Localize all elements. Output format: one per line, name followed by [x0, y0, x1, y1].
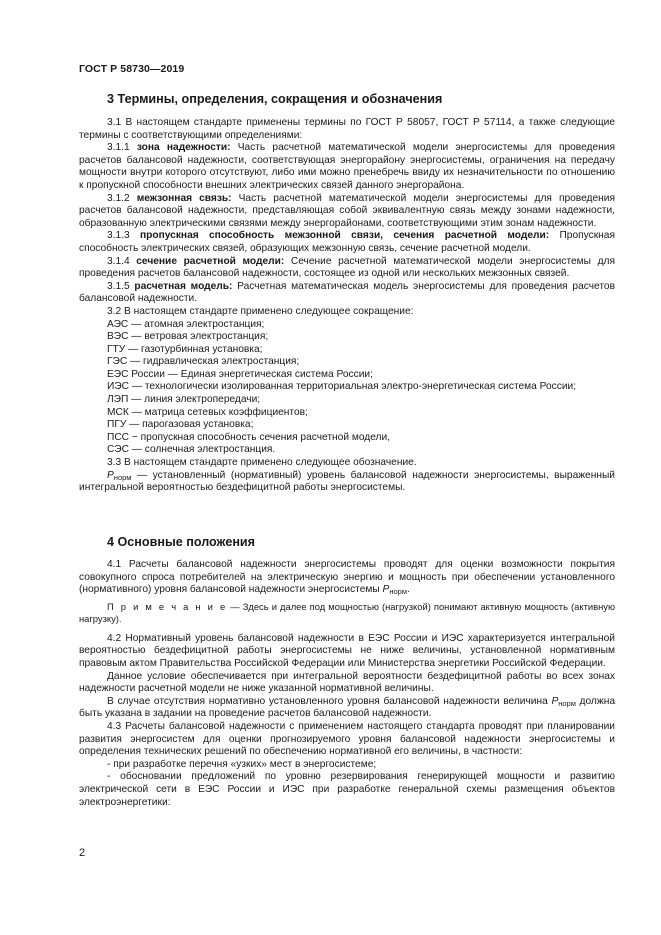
abbreviation-item: ПГУ — парогазовая установка; [107, 419, 254, 431]
term-3-1-5: 3.1.5 расчетная модель: Расчетная математическая модель энергосистемы для проведения расчетов балансовой надежности. [79, 280, 615, 305]
abbreviation-item: ЕЭС России — Единая энергетическая система России; [107, 368, 373, 380]
paragraph-4-2-condition: Данное условие обеспечивается при интегральной вероятности бездефицитной работы во всех зонах надежности расчетной модели не ниже указанной нормативной величины. [79, 670, 615, 695]
document-header: ГОСТ Р 58730—2019 [79, 63, 185, 75]
paragraph-3-2: 3.2 В настоящем стандарте применено следующее сокращение: [107, 305, 414, 317]
symbol-p: P [382, 584, 390, 596]
term-3-1-1: 3.1.1 зона надежности: Часть расчетной математической модели энергосистемы для проведения расчетов балансовой надежности, соответствующая энергорайону энергосистемы, ограничения на передачу мощности внутри которого отсутствуют, либо ими можно пренебречь ввиду их незначительности по отношению к пропускной способности внешних электрических связей данного энергорайона. [79, 142, 615, 191]
term-3-1-2: 3.1.2 межзонная связь: Часть расчетной математической модели энергосистемы для проведения расчетов балансовой надежности, представляющая собой эквивалентную связь между зонами надежности, образованную электрическими связями между энергорайонами, соответствующими этим зонам надежности. [79, 192, 615, 229]
abbreviation-item: ГЭС — гидравлическая электростанция; [107, 356, 300, 368]
page-number: 2 [79, 847, 86, 859]
symbol-p: P [107, 469, 114, 481]
paragraph-4-2-absence: В случае отсутствия нормативно установленного уровня балансовой надежности величина $P_{норм}$ должна быть указана в задании на проведение расчетов балансовой надежности. [79, 695, 615, 720]
section-4-title: 4 Основные положения [107, 535, 256, 549]
section-3-title: 3 Термины, определения, сокращения и обозначения [107, 92, 443, 106]
term-name: пропускная способность межзонной связи, сечения расчетной модели: [139, 230, 550, 242]
paragraph-3-1: 3.1 В настоящем стандарте применены термины по ГОСТ Р 58057, ГОСТ Р 57114, а также следующие термины с соответствующими определениями: [79, 117, 615, 141]
note: П р и м е ч а н и е — Здесь и далее под мощностью (нагрузкой) понимают активную мощность (активную нагрузку). [79, 600, 615, 624]
section-4-body [79, 559, 615, 809]
paragraph-4-3: 4.3 Расчеты балансовой надежности с применением настоящего стандарта проводят при планировании развития энергосистем для оценки прогнозируемого уровня балансовой надежности энергосистемы и определения технических решений по обеспечению нормативной его величины, в частности: [79, 720, 615, 758]
abbreviation-item: ИЭС — технологически изолированная территориальная электро-энергетическая система России; [107, 381, 577, 393]
list-item: - обосновании предложений по уровню резервирования генерирующей мощности и развитию электрической сети в ЕЭС России и ИЭС при разработке генеральной схемы размещения объектов электроэнергетики: [79, 771, 615, 808]
term-3-1-4: 3.1.4 сечение расчетной модели: Сечение расчетной математической модели энергосистемы для проведения расчетов балансовой надежности, состоящее из одной или нескольких межзонных связей. [79, 255, 615, 280]
symbol-p: P [551, 695, 559, 707]
paragraph-4-1: 4.1 Расчеты балансовой надежности энергосистемы проводят для оценки возможности покрытия совокупного спроса потребителей на электрическую энергию и мощность при обеспечении установленного (нормативного) уровня балансовой надежности энергосистемы $P_{норм}$. [79, 559, 615, 597]
paragraph-3-3: 3.3 В настоящем стандарте применено следующее обозначение. [107, 457, 417, 469]
symbol-definition: $P_{норм}$ — установленный (нормативный) уровень балансовой надежности энергосистемы, выраженный интегральной вероятностью бездефицитной работы энергосистемы. [79, 469, 615, 494]
abbreviation-item: ГТУ — газотурбинная установка; [107, 343, 263, 355]
abbreviation-item: ЛЭП — линия электропередачи; [107, 394, 261, 406]
abbreviation-item: ПСС − пропускная способность сечения расчетной модели, [107, 431, 391, 443]
note-label: П р и м е ч а н и е [107, 600, 228, 612]
paragraph-4-2: 4.2 Нормативный уровень балансовой надежности в ЕЭС России и ИЭС характеризуется интегральной вероятностью бездефицитной работы энергосистемы не ниже величины, установленной нормативным правовым актом Правительства Российской Федерации или Министерства энергетики Российской Федерации. [79, 632, 615, 669]
list-item: - при разработке перечня «узких» мест в энергосистеме; [107, 758, 377, 770]
section-3-body [79, 117, 615, 495]
term-3-1-3: 3.1.3 пропускная способность межзонной связи, сечения расчетной модели: Пропускная способность электрических связей, образующих межзонную связь, сечение расчетной модели. [79, 230, 615, 254]
abbreviation-item: АЭС — атомная электростанция; [107, 318, 265, 330]
abbreviation-item: ВЭС — ветровая электростанция; [107, 331, 269, 343]
term-name: зона надежности: [136, 142, 231, 154]
symbol-subscript: норм [113, 472, 132, 482]
abbreviation-item: МСК — матрица сетевых коэффициентов; [107, 406, 308, 418]
term-name: межзонная связь: [136, 192, 232, 204]
symbol-subscript: норм [389, 587, 407, 597]
abbreviation-item: СЭС — солнечная электростанция. [107, 444, 276, 456]
term-name: расчетная модель: [134, 280, 233, 292]
term-name: сечение расчетной модели: [136, 255, 285, 267]
symbol-subscript: норм [558, 698, 576, 708]
